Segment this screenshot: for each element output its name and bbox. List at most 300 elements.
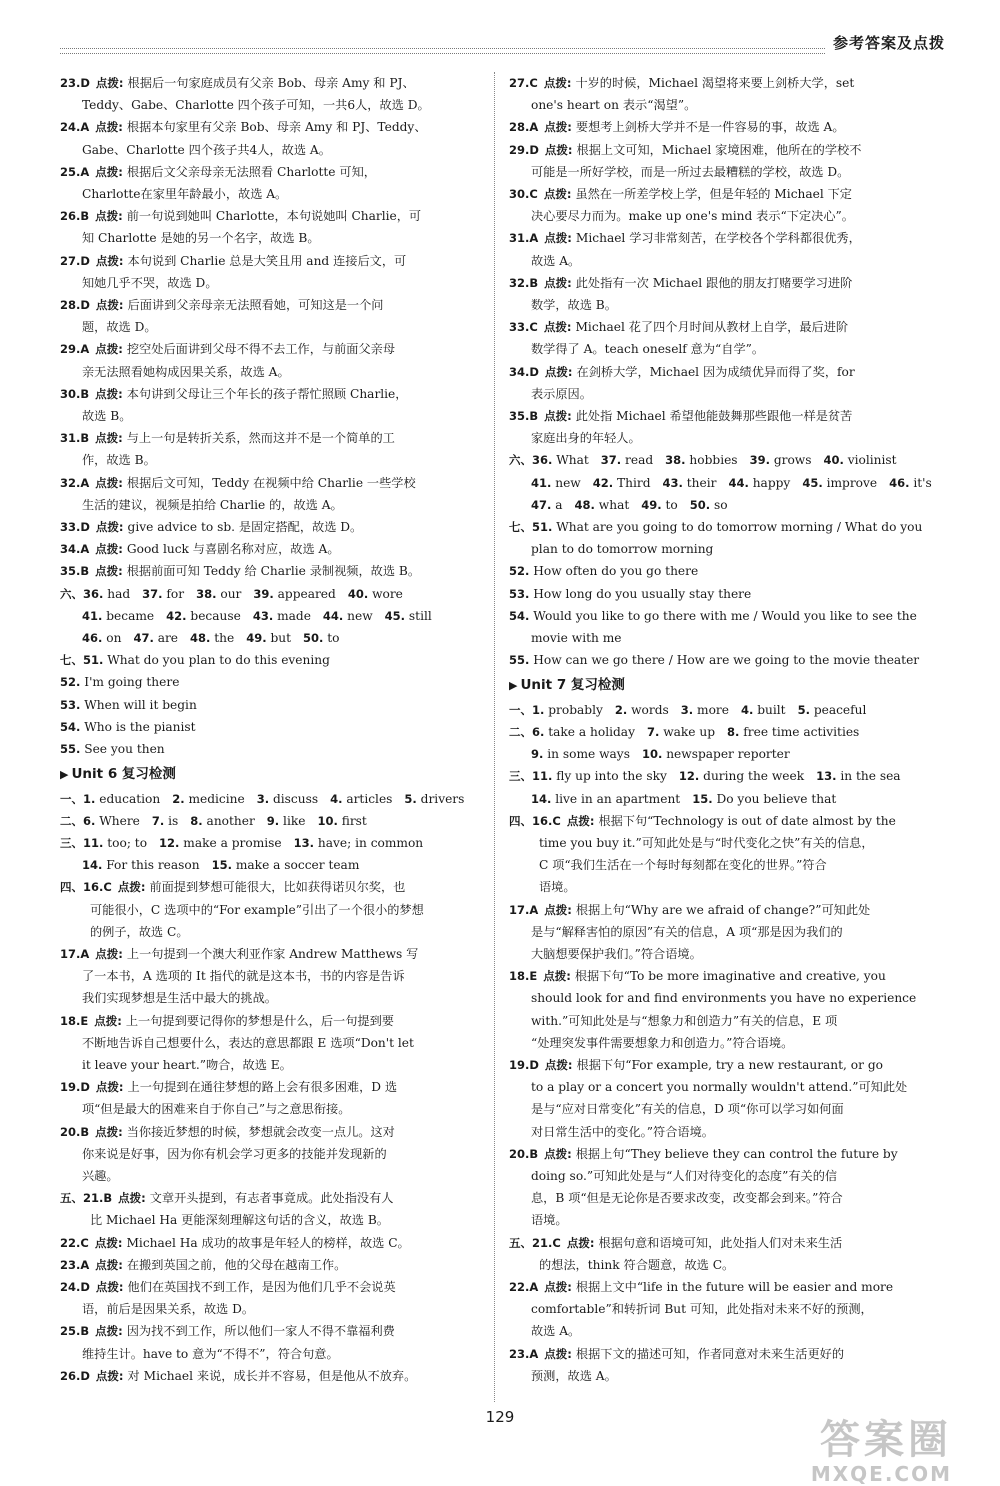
question-number: 9. xyxy=(266,813,280,828)
answer-cell xyxy=(647,721,715,743)
answer-word: free time activities xyxy=(743,724,860,739)
answer-cell xyxy=(532,721,635,743)
explanation-line: 根据下句“To be more imaginative and creative, you xyxy=(574,969,886,984)
answer-item xyxy=(60,161,496,205)
question-number: 6. xyxy=(532,724,545,739)
answer-row xyxy=(60,627,496,649)
answer-item xyxy=(509,272,941,316)
header-title: 参考答案及点拨 xyxy=(832,34,945,52)
answer-letter: C xyxy=(529,187,538,202)
answer-cell xyxy=(642,743,790,765)
sentence-line: See you then xyxy=(84,742,165,757)
answer-word: happy xyxy=(752,475,791,490)
explanation-line: 十岁的时候，Michael 渴望将来要上剑桥大学，set xyxy=(575,76,855,90)
explanation-line: 根据下文的描述可知，作者同意对未来生活更好的 xyxy=(575,1346,845,1361)
answer-letter: B xyxy=(80,431,90,446)
answer-cell xyxy=(317,810,366,832)
answer-row xyxy=(509,743,941,765)
tip-label: 点拨: xyxy=(95,1257,123,1272)
question-number: 46. xyxy=(82,631,103,646)
question-number: 54. xyxy=(509,608,530,623)
section-label: 七、 xyxy=(60,653,83,668)
answer-letter: B xyxy=(80,1124,90,1139)
explanation-line: 是与“应对日常变化”有关的信息，D 项“你可以学习如何面 xyxy=(531,1102,844,1117)
question-number: 9. xyxy=(531,747,544,762)
explanation-line: 表示原因。 xyxy=(531,386,592,401)
question-number: 40. xyxy=(347,586,369,601)
explanation-line: 知 Charlotte 是她的另一个名字，故选 B。 xyxy=(82,231,320,246)
answer-item xyxy=(509,227,941,271)
answer-letter: E xyxy=(529,969,538,984)
answer-word: our xyxy=(220,586,242,601)
sentence-answer xyxy=(509,649,941,671)
sentence-line: What do you plan to do this evening xyxy=(107,653,330,668)
question-number: 55. xyxy=(60,742,81,757)
answer-word: because xyxy=(190,608,241,623)
answer-letter: C xyxy=(552,1235,561,1250)
tip-label: 点拨: xyxy=(566,1235,595,1250)
question-number: 22. xyxy=(509,1279,530,1294)
answer-cell xyxy=(83,583,130,605)
answer-word: Third xyxy=(617,475,651,490)
answer-cell xyxy=(212,854,360,876)
question-number: 8. xyxy=(727,724,740,739)
answer-row xyxy=(60,854,496,876)
answer-cell xyxy=(323,605,373,627)
answer-word: is xyxy=(168,813,179,828)
question-number: 35. xyxy=(509,409,530,424)
question-number: 30. xyxy=(60,386,81,401)
tip-label: 点拨: xyxy=(95,164,123,179)
answer-letter: D xyxy=(529,1057,539,1072)
tip-label: 点拨: xyxy=(544,902,572,917)
question-number: 21. xyxy=(83,1191,104,1206)
question-number: 3. xyxy=(680,702,694,717)
unit-heading xyxy=(509,674,941,697)
explanation-line: with.”可知此处是与“想象力和创造力”有关的信息，E 项 xyxy=(531,1013,838,1028)
explanation-line: 根据句意和语境可知，此处指人们对未来生活 xyxy=(598,1235,843,1250)
sentence-line: I'm going there xyxy=(84,675,180,690)
tip-label: 点拨: xyxy=(95,253,124,268)
sentence-line: How can we go there / How are we going to the movie theater xyxy=(533,653,920,668)
question-number: 28. xyxy=(60,298,81,313)
answer-letter: C xyxy=(552,813,561,828)
answer-word: like xyxy=(283,813,306,828)
explanation-line: doing so.”可知此处是与“人们对待变化的态度”有关的信 xyxy=(531,1168,838,1183)
answer-cell xyxy=(593,472,651,494)
question-number: 44. xyxy=(322,608,344,623)
question-number: 3. xyxy=(256,791,270,806)
section-label: 六、 xyxy=(509,453,532,468)
answer-word: grows xyxy=(773,453,812,468)
answer-cell xyxy=(575,494,630,516)
explanation-line: 可能是一所好学校，而是一所过去最糟糕的学校，故选 D。 xyxy=(531,164,850,179)
answer-cell xyxy=(348,583,403,605)
answer-cell xyxy=(152,810,178,832)
explanation-line: 根据后文父亲母亲无法照看 Charlotte 可知， xyxy=(126,164,376,179)
answer-word: new xyxy=(555,475,581,490)
explanation-line: Gabe、Charlotte 四个孩子共4人，故选 A。 xyxy=(82,142,331,157)
explanation-line: 挖空处后面讲到父母不得不去工作，与前面父亲母 xyxy=(126,342,396,357)
answer-cell xyxy=(692,788,836,810)
tip-label: 点拨: xyxy=(95,431,123,446)
question-number: 27. xyxy=(60,253,81,268)
answer-word: wore xyxy=(372,586,403,601)
explanation-line: 家庭出身的年轻人。 xyxy=(531,431,641,446)
answer-word: first xyxy=(341,813,367,828)
explanation-line: 虽然在一所差学校上学，但是年轻的 Michael 下定 xyxy=(575,187,852,202)
section-label: 一、 xyxy=(60,791,83,806)
answer-word: but xyxy=(270,631,292,646)
question-number: 38. xyxy=(665,453,686,468)
explanation-line: 你来说是好事，因为你有机会学习更多的技能并发现新的 xyxy=(82,1146,387,1161)
explanation-line: 此处指有一次 Michael 跟他的朋友打赌要学习进阶 xyxy=(575,275,853,290)
answer-item xyxy=(60,250,496,294)
question-number: 55. xyxy=(509,653,530,668)
sentence-answer xyxy=(60,738,496,760)
sentence-line: When will it begin xyxy=(84,697,197,712)
answer-letter: B xyxy=(529,409,539,424)
answer-letter: D xyxy=(529,364,539,379)
question-number: 19. xyxy=(509,1057,530,1072)
section-label: 五、 xyxy=(60,1191,83,1206)
answer-word: during the week xyxy=(703,769,805,784)
explanation-line: 根据后文可知，Teddy 在视频中给 Charlie 一些学校 xyxy=(126,475,416,490)
answer-word: What xyxy=(556,453,589,468)
answer-cell xyxy=(889,472,932,494)
explanation-line: 是与“解释害怕的原因”有关的信息，A 项“那是因为我们的 xyxy=(531,924,843,939)
section-label: 二、 xyxy=(60,813,83,828)
explanation-line: 本句说到 Charlie 总是大笑且用 and 连接后文，可 xyxy=(127,253,407,268)
answer-word: a xyxy=(555,497,563,512)
answer-cell xyxy=(532,699,603,721)
explanation-line: 他们在英国找不到工作，是因为他们几乎不会说英 xyxy=(127,1279,396,1294)
unit-heading xyxy=(60,763,496,786)
explanation-line: one's heart on 表示“渴望”。 xyxy=(531,98,697,113)
answer-cell xyxy=(802,472,877,494)
section-label: 四、 xyxy=(60,880,83,895)
answer-word: take a holiday xyxy=(548,724,635,739)
explanation-line: 可能很小，C 选项中的“For example”引出了一个很小的梦想 xyxy=(90,902,424,917)
answer-letter: A xyxy=(529,120,539,135)
sentence-answer xyxy=(60,694,496,716)
section-label: 三、 xyxy=(509,769,532,784)
answer-cell xyxy=(83,832,147,854)
explanation-line: 根据上文中“life in the future will be easier and more xyxy=(575,1279,894,1294)
answer-item xyxy=(509,361,941,405)
watermark-logo: 答案圈 MXQE.COM xyxy=(810,1417,952,1486)
question-number: 29. xyxy=(60,342,81,357)
answer-letter: A xyxy=(80,342,90,357)
question-number: 26. xyxy=(60,209,81,224)
answer-item xyxy=(60,1076,496,1120)
explanation-line: 根据上文可知，Michael 家境困难，他所在的学校不 xyxy=(576,142,862,157)
answer-item xyxy=(509,899,941,966)
answer-item xyxy=(60,943,496,1010)
answer-word: it's xyxy=(913,475,932,490)
tip-label: 点拨: xyxy=(544,1346,572,1361)
sentence-line: movie with me xyxy=(531,631,622,646)
question-number: 31. xyxy=(509,231,530,246)
answer-word: too; to xyxy=(107,835,148,850)
answer-item xyxy=(509,405,941,449)
answer-letter: A xyxy=(80,164,90,179)
tip-label: 点拨: xyxy=(543,187,572,202)
question-number: 41. xyxy=(531,475,552,490)
question-number: 33. xyxy=(60,520,81,535)
answer-cell xyxy=(82,627,121,649)
answer-word: For this reason xyxy=(106,858,200,873)
explanation-line: 根据后一句家庭成员有父亲 Bob、母亲 Amy 和 PJ、 xyxy=(127,76,415,90)
answer-letter: A xyxy=(529,1279,539,1294)
unit-title: Unit 6 复习检测 xyxy=(71,766,176,783)
explanation-line: 在剑桥大学，Michael 因为成绩优异而得了奖，for xyxy=(576,364,855,379)
answer-cell xyxy=(404,788,464,810)
answer-word: education xyxy=(99,791,161,806)
answer-cell xyxy=(531,494,563,516)
section-label: 二、 xyxy=(509,724,532,739)
answer-item xyxy=(509,1054,941,1143)
answer-item xyxy=(60,1232,496,1254)
section-label: 四、 xyxy=(509,813,532,828)
answer-letter: D xyxy=(80,1368,90,1383)
page-number: 129 xyxy=(485,1408,515,1426)
question-number: 13. xyxy=(293,835,314,850)
answer-word: probably xyxy=(548,702,603,717)
question-number: 27. xyxy=(509,76,530,90)
question-number: 53. xyxy=(509,586,530,601)
question-number: 5. xyxy=(404,791,417,806)
answer-word: Do you believe that xyxy=(716,791,837,806)
answer-cell xyxy=(532,449,589,471)
question-number: 6. xyxy=(83,813,96,828)
question-number: 24. xyxy=(60,1279,81,1294)
answer-row xyxy=(509,472,941,494)
question-number: 42. xyxy=(166,608,187,623)
answer-item xyxy=(60,1276,496,1320)
explanation-line: 根据上句“Why are we afraid of change?”可知此处 xyxy=(575,902,871,917)
question-number: 43. xyxy=(662,475,683,490)
question-number: 32. xyxy=(509,275,530,290)
question-number: 15. xyxy=(692,791,713,806)
answer-row xyxy=(60,810,496,832)
tip-label: 点拨: xyxy=(544,409,572,424)
answer-item xyxy=(60,1121,496,1188)
question-number: 28. xyxy=(509,120,530,135)
question-number: 47. xyxy=(531,497,552,512)
answer-cell xyxy=(641,494,678,516)
tip-label: 点拨: xyxy=(95,520,124,535)
answer-item xyxy=(509,72,941,116)
tip-label: 点拨: xyxy=(94,1235,123,1250)
question-number: 2. xyxy=(614,702,628,717)
question-number: 24. xyxy=(60,120,81,135)
question-number: 1. xyxy=(532,702,545,717)
answer-cell xyxy=(679,765,804,787)
answer-item xyxy=(60,205,496,249)
question-number: 42. xyxy=(592,475,614,490)
section-label: 一、 xyxy=(509,702,532,717)
explanation-line: 作，故选 B。 xyxy=(82,453,156,468)
sentence-line: Would you like to go there with me / Would you like to see the xyxy=(533,608,917,623)
answer-letter: D xyxy=(80,1080,90,1095)
explanation-line: 比 Michael Ha 更能深刻理解这句话的含义，故选 B。 xyxy=(90,1213,389,1228)
tip-label: 点拨: xyxy=(566,813,595,828)
answer-cell xyxy=(253,583,335,605)
question-number: 7. xyxy=(646,724,660,739)
tip-label: 点拨: xyxy=(95,1080,124,1095)
answer-cell xyxy=(83,810,140,832)
answer-cell xyxy=(257,788,318,810)
explanation-line: 生活的建议，视频是拍给 Charlie 的，故选 A。 xyxy=(82,497,343,512)
sentence-answer xyxy=(509,516,941,560)
question-number: 20. xyxy=(509,1146,530,1161)
tip-label: 点拨: xyxy=(544,231,572,246)
answer-cell xyxy=(690,494,728,516)
question-number: 40. xyxy=(823,453,844,468)
tip-label: 点拨: xyxy=(543,969,571,984)
question-number: 11. xyxy=(532,769,553,784)
question-number: 17. xyxy=(60,946,81,961)
answer-letter: A xyxy=(80,475,90,490)
tip-label: 点拨: xyxy=(543,76,572,90)
explanation-line: Good luck 与喜剧名称对应，故选 A。 xyxy=(126,542,340,557)
answer-item xyxy=(60,1010,496,1077)
answer-row xyxy=(60,583,496,605)
tip-label: 点拨: xyxy=(544,275,572,290)
sentence-line: plan to do tomorrow morning xyxy=(531,542,714,557)
question-number: 43. xyxy=(252,608,274,623)
answer-word: in some ways xyxy=(547,747,630,762)
question-number: 17. xyxy=(509,902,530,917)
explanation-line: 前面提到梦想可能很大，比如获得诺贝尔奖，也 xyxy=(149,880,406,895)
answer-word: to xyxy=(327,631,340,646)
answer-letter: D xyxy=(529,142,539,157)
answer-row xyxy=(60,605,496,627)
tip-label: 点拨: xyxy=(95,209,123,224)
explanation-line: 维持生计。have to 意为“不得不”，符合句意。 xyxy=(82,1346,339,1361)
question-number: 31. xyxy=(60,431,81,446)
answer-letter: B xyxy=(103,1191,113,1206)
question-number: 14. xyxy=(531,791,552,806)
question-number: 12. xyxy=(159,835,180,850)
answer-item xyxy=(60,427,496,471)
answer-cell xyxy=(728,472,790,494)
answer-word: wake up xyxy=(663,724,716,739)
triangle-icon: ▶ xyxy=(509,679,518,693)
answer-word: peaceful xyxy=(813,702,867,717)
tip-label: 点拨: xyxy=(95,1124,123,1139)
explanation-line: 文章开头提到，有志者事竟成。此处指没有人 xyxy=(149,1191,394,1206)
answer-word: have; in common xyxy=(317,835,424,850)
answer-word: so xyxy=(713,497,728,512)
explanation-line: C 项“我们生活在一个每时每刻都在变化的世界。”符合 xyxy=(539,858,827,873)
tip-label: 点拨: xyxy=(95,564,123,579)
question-number: 18. xyxy=(509,969,530,984)
question-number: 39. xyxy=(749,453,770,468)
question-number: 36. xyxy=(532,453,553,468)
answer-letter: D xyxy=(80,1279,90,1294)
answer-letter: D xyxy=(80,253,90,268)
answer-item xyxy=(60,560,496,582)
explanation-line: 数学得了 A。teach oneself 意为“自学”。 xyxy=(531,342,765,357)
explanation-line: 了一本书，A 选项的 It 指代的就是这本书，书的内容是告诉 xyxy=(82,969,405,984)
explanation-line: 后面讲到父亲母亲无法照看她，可知这是一个问 xyxy=(127,298,384,313)
answer-item xyxy=(60,294,496,338)
unit-title: Unit 7 复习检测 xyxy=(520,677,625,694)
question-number: 10. xyxy=(317,813,338,828)
answer-word: more xyxy=(697,702,729,717)
answer-word: discuss xyxy=(272,791,319,806)
answer-cell xyxy=(172,788,245,810)
question-number: 50. xyxy=(689,497,711,512)
explanation-line: 决心要尽力而为。make up one's mind 表示“下定决心”。 xyxy=(531,209,854,224)
answer-cell xyxy=(82,605,154,627)
question-number: 54. xyxy=(60,719,81,734)
answer-word: drivers xyxy=(420,791,465,806)
answer-item xyxy=(509,1232,941,1276)
tip-label: 点拨: xyxy=(544,364,573,379)
question-number: 39. xyxy=(253,586,274,601)
answer-item xyxy=(60,538,496,560)
question-number: 37. xyxy=(142,586,163,601)
answer-cell xyxy=(663,472,717,494)
explanation-line: it leave your heart.”吻合，故选 E。 xyxy=(82,1057,292,1072)
answer-letter: B xyxy=(80,209,90,224)
answer-word: live in an apartment xyxy=(555,791,681,806)
tip-label: 点拨: xyxy=(544,142,573,157)
question-number: 41. xyxy=(82,608,103,623)
answer-word: what xyxy=(598,497,630,512)
explanation-line: give advice to sb. 是固定搭配，故选 D。 xyxy=(127,520,363,535)
answer-cell xyxy=(741,699,786,721)
answer-cell xyxy=(750,449,812,471)
question-number: 32. xyxy=(60,475,81,490)
explanation-line: 前一句说到她叫 Charlotte，本句说她叫 Charlie，可 xyxy=(126,209,422,224)
question-number: 52. xyxy=(60,675,81,690)
answer-word: on xyxy=(106,631,122,646)
explanation-line: 故选 A。 xyxy=(531,253,581,268)
explanation-line: 因为找不到工作，所以他们一家人不得不靠福利费 xyxy=(126,1324,395,1339)
explanation-line: 不断地告诉自己想要什么，表达的意思都跟 E 选项“Don't let xyxy=(82,1035,414,1050)
answer-cell xyxy=(159,832,282,854)
explanation-line: 预测，故选 A。 xyxy=(531,1368,617,1383)
explanation-line: 根据前面可知 Teddy 给 Charlie 录制视频，故选 B。 xyxy=(126,564,421,579)
explanation-line: 在搬到英国之前，他的父母在越南工作。 xyxy=(126,1257,347,1272)
answer-word: for xyxy=(166,586,185,601)
question-number: 11. xyxy=(83,835,104,850)
answer-letter: D xyxy=(80,298,90,313)
question-number: 48. xyxy=(574,497,595,512)
answer-cell xyxy=(303,627,340,649)
triangle-icon: ▶ xyxy=(60,768,69,782)
explanation-line: 大脑想要保护我们。”符合语境。 xyxy=(531,946,702,961)
answer-cell xyxy=(246,627,291,649)
answer-cell xyxy=(294,832,424,854)
answer-cell xyxy=(816,765,900,787)
answer-cell xyxy=(681,699,729,721)
answer-letter: A xyxy=(529,231,539,246)
sentence-line: How long do you usually stay there xyxy=(533,586,752,601)
explanation-line: Teddy、Gabe、Charlotte 四个孩子可知，一共6人，故选 D。 xyxy=(82,98,430,113)
question-number: 23. xyxy=(509,1346,530,1361)
tip-label: 点拨: xyxy=(95,475,123,490)
question-number: 38. xyxy=(196,586,217,601)
answer-item xyxy=(60,383,496,427)
answer-letter: C xyxy=(80,1235,89,1250)
sentence-answer xyxy=(60,716,496,738)
right-column xyxy=(509,72,941,1387)
